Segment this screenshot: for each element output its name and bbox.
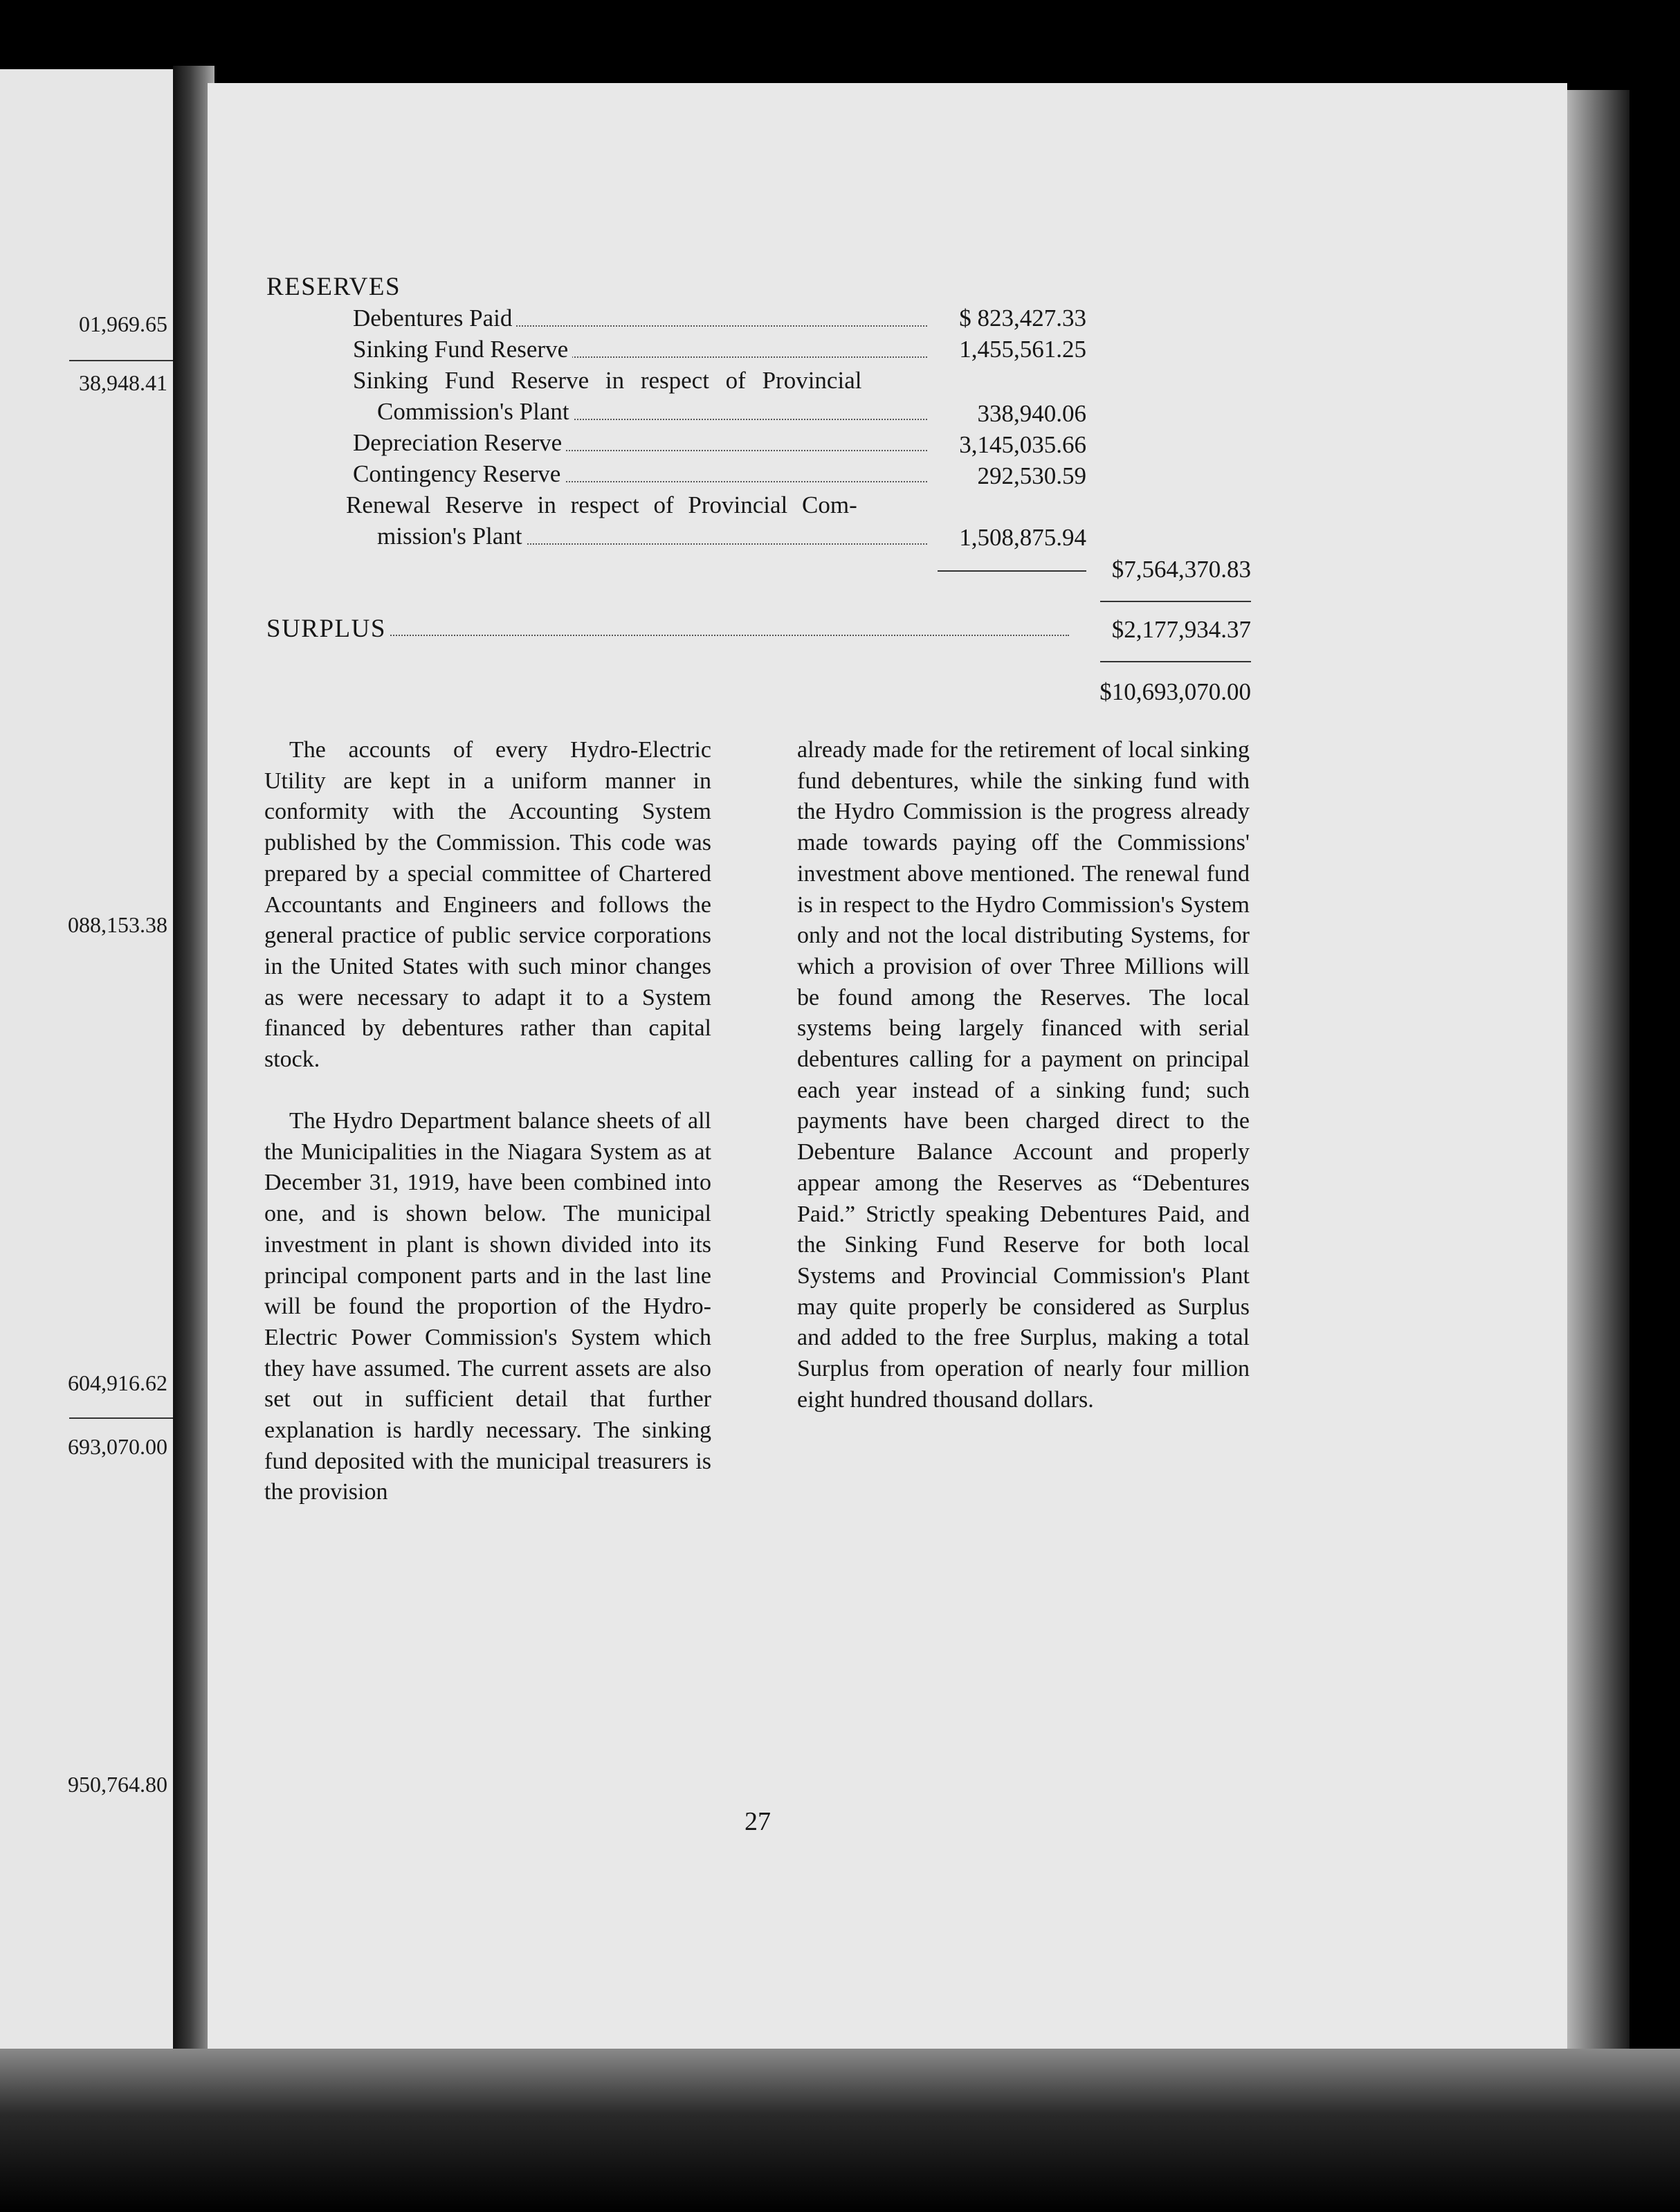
reserve-item-renewal: [377, 523, 927, 553]
surplus-line: [266, 614, 1069, 644]
previous-page-value: 38,948.41: [79, 370, 167, 395]
reserve-item-amount: 338,940.06: [977, 400, 1086, 427]
reserve-item-sinking-fund: [353, 336, 927, 366]
grand-total: $10,693,070.00: [1099, 678, 1251, 705]
reserve-item-amount: 3,145,035.66: [959, 431, 1086, 458]
reserves-heading: RESERVES: [266, 273, 401, 301]
reserves-total: $7,564,370.83: [1111, 556, 1251, 583]
reserve-item-label: Commission's Plant: [377, 398, 574, 426]
previous-page-value: 088,153.38: [68, 912, 167, 937]
reserve-item-label: Renewal Reserve in respect of Provincial Com-: [346, 491, 857, 518]
previous-page-value: 950,764.80: [68, 1772, 167, 1797]
reserve-item-label: Sinking Fund Reserve: [353, 336, 572, 363]
previous-page-value: 604,916.62: [68, 1370, 167, 1395]
reserve-item-label: Sinking Fund Reserve in respect of Provincial: [353, 367, 862, 394]
reserve-item-depreciation: [353, 429, 927, 460]
reserve-item-amount: 1,508,875.94: [959, 524, 1086, 551]
page-bottom-shadow: [0, 2049, 1680, 2212]
previous-page-rule: [69, 360, 173, 361]
reserve-item-label: Depreciation Reserve: [353, 429, 566, 457]
reserve-item-amount: 292,530.59: [977, 462, 1086, 489]
page-edge-shadow: [1567, 90, 1629, 2056]
reserve-item-amount: $ 823,427.33: [959, 305, 1086, 332]
previous-page-value: 693,070.00: [68, 1434, 167, 1459]
total-rule: [1100, 661, 1251, 662]
right-column-paragraph: already made for the retirement of local sinking fund debentures, while the sinking fund with the Hydro Commission is the progress already made towards paying off the Commissions' investment above mentioned. The renewal fund is in respect to the Hydro Commission's System only and not the local distributing Systems, for which a provision of over Three Millions will be found among the Reserves. The local systems being largely financed with serial debentures calling for a payment on principal each year instead of a sinking fund; such payments have been charged direct to the Debenture Balance Account and properly appear among the Reserves as “Debentures Paid.” Strictly speaking Debentures Paid, and the Sinking Fund Reserve for both local Systems and Provincial Commission's Plant may quite properly be considered as Surplus and added to the free Surplus, making a total Surplus from operation of nearly four million eight hundred thousand dollars.: [797, 737, 1250, 1413]
reserve-item-sinking-fund-provincial: [377, 398, 927, 428]
previous-page-edge: [0, 69, 173, 2049]
surplus-heading: SURPLUS: [266, 614, 390, 644]
reserve-item-contingency: [353, 460, 927, 491]
reserve-item-label: mission's Plant: [377, 523, 527, 550]
page-number: 27: [745, 1807, 771, 1836]
surplus-amount: $2,177,934.37: [1111, 616, 1251, 643]
left-column-paragraph: The Hydro Department balance sheets of all the Municipalities in the Niagara System as at December 31, 1919, have been combined into one, and is shown below. The municipal investment in plant is shown divided into its principal component parts and in the last line will be found the proportion of the Hydro-Electric Power Commission's System which they have assumed. The current assets are also set out in sufficient detail that further explanation is hardly necessary. The sinking fund deposited with the municipal treasurers is the provision: [264, 1108, 711, 1505]
reserve-item-label: Debentures Paid: [353, 305, 516, 332]
previous-page-rule: [69, 1417, 173, 1419]
reserve-item-debentures-paid: [353, 305, 927, 335]
reserve-item-label: Contingency Reserve: [353, 460, 565, 488]
reserve-item-amount: 1,455,561.25: [959, 336, 1086, 363]
left-column-paragraph: The accounts of every Hydro-Electric Utility are kept in a uniform manner in conformity with the Accounting System published by the Commission. This code was prepared by a special committee of Chartered Accountants and Engineers and follows the general practice of public service corporations in the United States with such minor changes as were necessary to adapt it to a System financed by debentures rather than capital stock.: [264, 737, 711, 1073]
total-rule: [1100, 601, 1251, 602]
previous-page-value: 01,969.65: [79, 311, 167, 336]
